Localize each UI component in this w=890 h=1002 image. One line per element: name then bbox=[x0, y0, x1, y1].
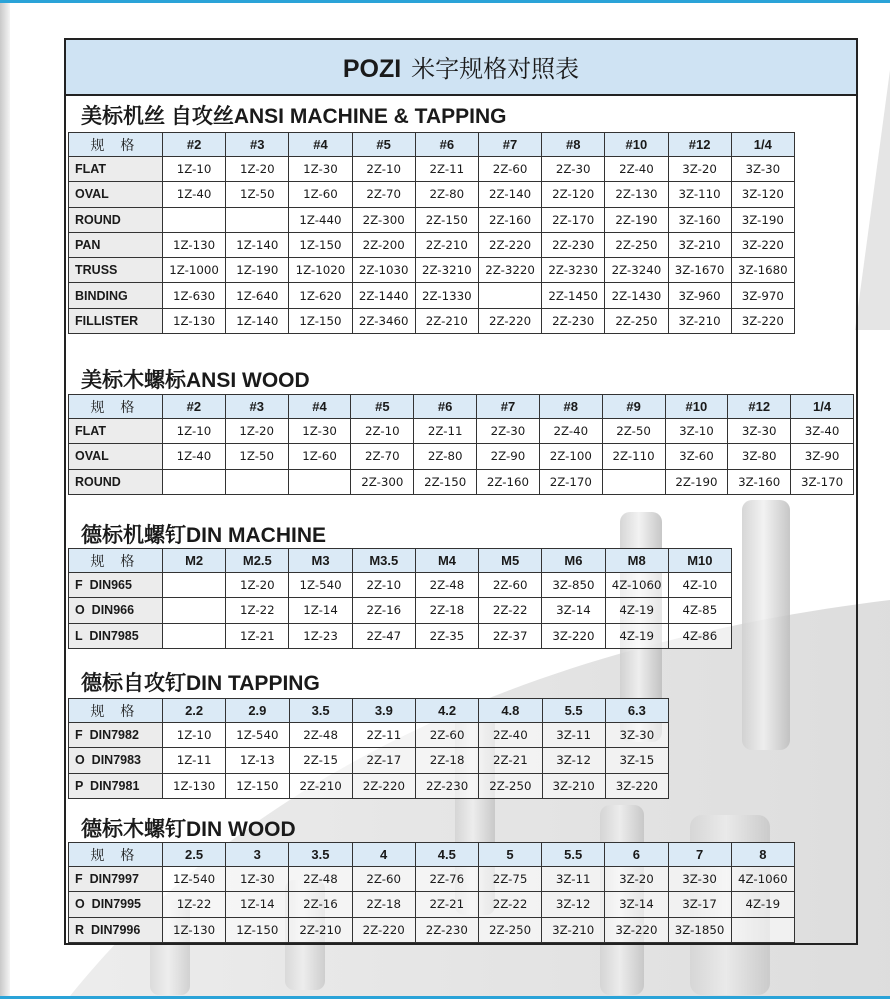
table-cell: 3Z-30 bbox=[605, 723, 668, 748]
column-header: 5.5 bbox=[542, 699, 605, 723]
column-header: #8 bbox=[542, 133, 605, 157]
table-cell: 1Z-50 bbox=[226, 182, 289, 207]
table-cell bbox=[225, 469, 288, 494]
table-cell bbox=[288, 469, 351, 494]
column-header: #3 bbox=[225, 395, 288, 419]
table-cell: 3Z-14 bbox=[542, 598, 605, 623]
column-header: M5 bbox=[479, 549, 542, 573]
table-cell: 3Z-14 bbox=[605, 892, 668, 917]
table-cell: 2Z-10 bbox=[351, 419, 414, 444]
table-cell: 2Z-3240 bbox=[605, 258, 668, 283]
table-din-tapping bbox=[68, 698, 669, 799]
table-cell: 3Z-12 bbox=[542, 748, 605, 773]
table-cell: 2Z-230 bbox=[415, 917, 478, 942]
table-cell: 2Z-17 bbox=[352, 748, 415, 773]
table-cell: 1Z-40 bbox=[163, 444, 226, 469]
section-heading-ansi-machine: 美标机丝 自攻丝ANSI MACHINE & TAPPING bbox=[81, 105, 507, 128]
table-row bbox=[69, 419, 854, 444]
table-cell: 4Z-19 bbox=[605, 598, 668, 623]
column-header: 1/4 bbox=[731, 133, 794, 157]
table-cell: 2Z-76 bbox=[415, 867, 478, 892]
table-cell: 2Z-150 bbox=[414, 469, 477, 494]
table-cell: 1Z-640 bbox=[226, 283, 289, 308]
header-row bbox=[69, 549, 732, 573]
table-cell: 3Z-220 bbox=[731, 308, 794, 333]
column-header: #9 bbox=[602, 395, 665, 419]
table-cell bbox=[478, 283, 541, 308]
row-label: PAN bbox=[69, 232, 163, 257]
table-cell: 1Z-620 bbox=[289, 283, 352, 308]
table-row bbox=[69, 258, 795, 283]
column-header: #5 bbox=[352, 133, 415, 157]
row-label: O DIN7995 bbox=[69, 892, 163, 917]
section-heading-din-tapping: 德标自攻钉DIN TAPPING bbox=[81, 672, 320, 695]
table-row bbox=[69, 773, 669, 798]
column-header: 4.2 bbox=[416, 699, 479, 723]
table-ansi-wood bbox=[68, 394, 854, 495]
table-cell: 3Z-160 bbox=[728, 469, 791, 494]
table-cell: 3Z-970 bbox=[731, 283, 794, 308]
table-cell: 1Z-440 bbox=[289, 207, 352, 232]
table-cell bbox=[602, 469, 665, 494]
table-cell: 2Z-60 bbox=[416, 723, 479, 748]
title-english: POZI bbox=[342, 55, 402, 83]
table-cell: 2Z-220 bbox=[478, 232, 541, 257]
column-header: 5 bbox=[478, 843, 541, 867]
column-header: 1/4 bbox=[791, 395, 854, 419]
table-row bbox=[69, 157, 795, 182]
table-cell: 2Z-35 bbox=[415, 623, 478, 648]
table-cell bbox=[163, 623, 226, 648]
table-cell: 1Z-30 bbox=[289, 157, 352, 182]
table-cell: 1Z-14 bbox=[289, 598, 352, 623]
table-cell: 3Z-10 bbox=[665, 419, 728, 444]
table-cell: 1Z-190 bbox=[226, 258, 289, 283]
table-cell: 3Z-220 bbox=[731, 232, 794, 257]
table-cell: 2Z-40 bbox=[605, 157, 668, 182]
title-band bbox=[66, 40, 856, 96]
table-cell: 2Z-3210 bbox=[415, 258, 478, 283]
table-cell: 2Z-10 bbox=[352, 157, 415, 182]
table-cell: 2Z-21 bbox=[415, 892, 478, 917]
table-cell: 3Z-30 bbox=[731, 157, 794, 182]
table-row bbox=[69, 748, 669, 773]
table-cell: 2Z-140 bbox=[478, 182, 541, 207]
row-label: L DIN7985 bbox=[69, 623, 163, 648]
table-cell: 1Z-20 bbox=[226, 573, 289, 598]
table-cell: 1Z-540 bbox=[289, 573, 352, 598]
table-cell: 3Z-850 bbox=[542, 573, 605, 598]
table-cell: 4Z-1060 bbox=[605, 573, 668, 598]
table-cell: 1Z-130 bbox=[163, 308, 226, 333]
header-row bbox=[69, 133, 795, 157]
table-cell bbox=[163, 598, 226, 623]
table-cell: 2Z-300 bbox=[352, 207, 415, 232]
table-ansi-machine bbox=[68, 132, 795, 334]
table-row bbox=[69, 207, 795, 232]
row-label: P DIN7981 bbox=[69, 773, 163, 798]
table-cell: 1Z-40 bbox=[163, 182, 226, 207]
table-cell: 2Z-160 bbox=[477, 469, 540, 494]
table-cell: 2Z-90 bbox=[477, 444, 540, 469]
column-header: 2.9 bbox=[226, 699, 289, 723]
table-cell: 3Z-80 bbox=[728, 444, 791, 469]
table-cell: 3Z-20 bbox=[605, 867, 668, 892]
column-header: #7 bbox=[477, 395, 540, 419]
table-cell: 2Z-60 bbox=[352, 867, 415, 892]
table-row bbox=[69, 917, 795, 942]
table-cell: 2Z-1330 bbox=[415, 283, 478, 308]
table-cell: 2Z-3220 bbox=[478, 258, 541, 283]
column-header: M2 bbox=[163, 549, 226, 573]
row-label: OVAL bbox=[69, 182, 163, 207]
row-label: TRUSS bbox=[69, 258, 163, 283]
spec-panel bbox=[64, 38, 858, 945]
column-header: 8 bbox=[731, 843, 794, 867]
table-cell: 2Z-80 bbox=[414, 444, 477, 469]
table-cell: 2Z-250 bbox=[478, 917, 541, 942]
table-cell: 2Z-230 bbox=[542, 308, 605, 333]
table-cell: 2Z-75 bbox=[478, 867, 541, 892]
column-header: M3.5 bbox=[352, 549, 415, 573]
table-cell: 2Z-190 bbox=[665, 469, 728, 494]
table-row bbox=[69, 598, 732, 623]
table-cell: 3Z-11 bbox=[542, 723, 605, 748]
row-label: F DIN7997 bbox=[69, 867, 163, 892]
table-cell: 2Z-170 bbox=[539, 469, 602, 494]
table-cell: 2Z-11 bbox=[414, 419, 477, 444]
table-cell: 1Z-22 bbox=[163, 892, 226, 917]
table-cell: 4Z-86 bbox=[668, 623, 731, 648]
table-cell: 3Z-210 bbox=[668, 232, 731, 257]
table-row bbox=[69, 283, 795, 308]
header-row bbox=[69, 395, 854, 419]
table-cell: 3Z-960 bbox=[668, 283, 731, 308]
corner-header: 规 格 bbox=[69, 395, 163, 419]
column-header: #10 bbox=[665, 395, 728, 419]
table-cell: 2Z-22 bbox=[478, 892, 541, 917]
table-cell: 2Z-120 bbox=[542, 182, 605, 207]
table-cell bbox=[731, 917, 794, 942]
corner-header: 规 格 bbox=[69, 133, 163, 157]
table-cell: 1Z-630 bbox=[163, 283, 226, 308]
table-cell: 2Z-11 bbox=[415, 157, 478, 182]
bottom-accent-line bbox=[0, 996, 890, 999]
table-cell: 2Z-210 bbox=[415, 232, 478, 257]
table-cell: 2Z-100 bbox=[539, 444, 602, 469]
table-cell: 3Z-90 bbox=[791, 444, 854, 469]
column-header: M4 bbox=[415, 549, 478, 573]
column-header: 2.5 bbox=[163, 843, 226, 867]
table-cell: 1Z-1020 bbox=[289, 258, 352, 283]
table-cell: 1Z-130 bbox=[163, 773, 226, 798]
column-header: #12 bbox=[668, 133, 731, 157]
table-cell: 2Z-220 bbox=[352, 917, 415, 942]
column-header: M8 bbox=[605, 549, 668, 573]
table-cell: 2Z-70 bbox=[351, 444, 414, 469]
table-cell: 3Z-190 bbox=[731, 207, 794, 232]
table-row bbox=[69, 182, 795, 207]
table-row bbox=[69, 892, 795, 917]
column-header: #2 bbox=[163, 133, 226, 157]
table-cell: 2Z-200 bbox=[352, 232, 415, 257]
column-header: 4.8 bbox=[479, 699, 542, 723]
table-cell: 2Z-80 bbox=[415, 182, 478, 207]
table-cell: 3Z-17 bbox=[668, 892, 731, 917]
table-cell: 2Z-250 bbox=[605, 308, 668, 333]
table-cell: 3Z-220 bbox=[605, 917, 668, 942]
table-cell: 2Z-1030 bbox=[352, 258, 415, 283]
table-cell: 2Z-40 bbox=[539, 419, 602, 444]
table-cell: 3Z-210 bbox=[542, 773, 605, 798]
table-cell: 1Z-60 bbox=[288, 444, 351, 469]
table-cell: 2Z-50 bbox=[602, 419, 665, 444]
table-cell: 2Z-40 bbox=[479, 723, 542, 748]
table-cell: 2Z-130 bbox=[605, 182, 668, 207]
table-cell: 3Z-30 bbox=[668, 867, 731, 892]
table-cell bbox=[163, 207, 226, 232]
table-cell: 2Z-150 bbox=[415, 207, 478, 232]
table-cell: 2Z-18 bbox=[352, 892, 415, 917]
table-cell: 4Z-19 bbox=[731, 892, 794, 917]
table-cell: 2Z-21 bbox=[479, 748, 542, 773]
table-cell: 2Z-18 bbox=[416, 748, 479, 773]
column-header: 2.2 bbox=[163, 699, 226, 723]
table-cell: 1Z-140 bbox=[226, 232, 289, 257]
table-cell: 3Z-210 bbox=[542, 917, 605, 942]
table-cell: 3Z-40 bbox=[791, 419, 854, 444]
table-cell: 1Z-150 bbox=[289, 308, 352, 333]
column-header: 6.3 bbox=[605, 699, 668, 723]
column-header: 3.9 bbox=[352, 699, 415, 723]
row-label: FLAT bbox=[69, 157, 163, 182]
column-header: #4 bbox=[288, 395, 351, 419]
table-cell: 1Z-150 bbox=[289, 232, 352, 257]
table-cell: 2Z-250 bbox=[479, 773, 542, 798]
table-cell: 2Z-300 bbox=[351, 469, 414, 494]
table-cell: 1Z-150 bbox=[226, 773, 289, 798]
table-cell: 3Z-60 bbox=[665, 444, 728, 469]
header-row bbox=[69, 699, 669, 723]
corner-header: 规 格 bbox=[69, 549, 163, 573]
column-header: 3.5 bbox=[289, 699, 352, 723]
row-label: BINDING bbox=[69, 283, 163, 308]
table-cell: 3Z-15 bbox=[605, 748, 668, 773]
table-cell: 1Z-20 bbox=[225, 419, 288, 444]
table-row bbox=[69, 444, 854, 469]
table-cell: 2Z-210 bbox=[289, 773, 352, 798]
table-cell: 1Z-13 bbox=[226, 748, 289, 773]
table-row bbox=[69, 573, 732, 598]
column-header: #5 bbox=[351, 395, 414, 419]
table-cell: 3Z-1680 bbox=[731, 258, 794, 283]
row-label: O DIN7983 bbox=[69, 748, 163, 773]
column-header: #3 bbox=[226, 133, 289, 157]
column-header: #10 bbox=[605, 133, 668, 157]
column-header: #6 bbox=[414, 395, 477, 419]
table-cell: 2Z-30 bbox=[477, 419, 540, 444]
table-cell: 2Z-18 bbox=[415, 598, 478, 623]
table-row bbox=[69, 308, 795, 333]
table-cell: 2Z-250 bbox=[605, 232, 668, 257]
column-header: 6 bbox=[605, 843, 668, 867]
table-cell: 2Z-190 bbox=[605, 207, 668, 232]
table-cell bbox=[163, 573, 226, 598]
table-din-wood bbox=[68, 842, 795, 943]
table-cell bbox=[163, 469, 226, 494]
table-cell: 2Z-1440 bbox=[352, 283, 415, 308]
table-cell: 1Z-10 bbox=[163, 157, 226, 182]
corner-header: 规 格 bbox=[69, 699, 163, 723]
table-cell: 2Z-10 bbox=[352, 573, 415, 598]
table-cell: 1Z-60 bbox=[289, 182, 352, 207]
table-cell: 2Z-110 bbox=[602, 444, 665, 469]
column-header: 5.5 bbox=[542, 843, 605, 867]
row-label: O DIN966 bbox=[69, 598, 163, 623]
table-cell: 2Z-220 bbox=[352, 773, 415, 798]
column-header: 4 bbox=[352, 843, 415, 867]
table-cell: 2Z-1450 bbox=[542, 283, 605, 308]
corner-header: 规 格 bbox=[69, 843, 163, 867]
table-cell: 2Z-15 bbox=[289, 748, 352, 773]
table-cell: 2Z-48 bbox=[289, 867, 352, 892]
table-cell: 2Z-170 bbox=[542, 207, 605, 232]
column-header: #4 bbox=[289, 133, 352, 157]
table-cell: 2Z-16 bbox=[289, 892, 352, 917]
column-header: M2.5 bbox=[226, 549, 289, 573]
section-heading-ansi-wood: 美标木螺标ANSI WOOD bbox=[81, 369, 310, 392]
table-cell: 3Z-120 bbox=[731, 182, 794, 207]
table-cell: 2Z-230 bbox=[542, 232, 605, 257]
row-label: FLAT bbox=[69, 419, 163, 444]
column-header: M3 bbox=[289, 549, 352, 573]
table-cell: 2Z-30 bbox=[542, 157, 605, 182]
table-cell: 2Z-1430 bbox=[605, 283, 668, 308]
header-row bbox=[69, 843, 795, 867]
column-header: 3 bbox=[226, 843, 289, 867]
table-cell: 1Z-23 bbox=[289, 623, 352, 648]
table-din-machine bbox=[68, 548, 732, 649]
table-cell: 2Z-60 bbox=[478, 157, 541, 182]
table-cell: 1Z-30 bbox=[288, 419, 351, 444]
table-cell: 2Z-11 bbox=[352, 723, 415, 748]
column-header: 3.5 bbox=[289, 843, 352, 867]
table-cell: 3Z-30 bbox=[728, 419, 791, 444]
row-label: F DIN965 bbox=[69, 573, 163, 598]
table-cell: 2Z-3230 bbox=[542, 258, 605, 283]
table-cell: 3Z-110 bbox=[668, 182, 731, 207]
table-cell: 1Z-30 bbox=[226, 867, 289, 892]
table-cell: 4Z-1060 bbox=[731, 867, 794, 892]
section-heading-din-wood: 德标木螺钉DIN WOOD bbox=[81, 818, 296, 841]
table-cell: 3Z-210 bbox=[668, 308, 731, 333]
table-cell: 4Z-10 bbox=[668, 573, 731, 598]
table-cell: 1Z-1000 bbox=[163, 258, 226, 283]
column-header: 7 bbox=[668, 843, 731, 867]
table-cell: 3Z-20 bbox=[668, 157, 731, 182]
row-label: ROUND bbox=[69, 469, 163, 494]
table-cell: 3Z-11 bbox=[542, 867, 605, 892]
column-header: #6 bbox=[415, 133, 478, 157]
table-row bbox=[69, 867, 795, 892]
table-cell: 1Z-20 bbox=[226, 157, 289, 182]
table-cell: 4Z-19 bbox=[605, 623, 668, 648]
table-cell bbox=[226, 207, 289, 232]
table-cell: 2Z-48 bbox=[289, 723, 352, 748]
table-cell: 1Z-140 bbox=[226, 308, 289, 333]
row-label: ROUND bbox=[69, 207, 163, 232]
table-cell: 1Z-150 bbox=[226, 917, 289, 942]
table-cell: 4Z-85 bbox=[668, 598, 731, 623]
row-label: FILLISTER bbox=[69, 308, 163, 333]
column-header: M10 bbox=[668, 549, 731, 573]
table-cell: 1Z-21 bbox=[226, 623, 289, 648]
table-cell: 1Z-540 bbox=[163, 867, 226, 892]
table-cell: 1Z-11 bbox=[163, 748, 226, 773]
table-cell: 2Z-37 bbox=[479, 623, 542, 648]
column-header: M6 bbox=[542, 549, 605, 573]
table-cell: 3Z-1850 bbox=[668, 917, 731, 942]
table-cell: 2Z-47 bbox=[352, 623, 415, 648]
table-cell: 3Z-160 bbox=[668, 207, 731, 232]
table-cell: 2Z-22 bbox=[479, 598, 542, 623]
table-cell: 2Z-3460 bbox=[352, 308, 415, 333]
table-cell: 2Z-230 bbox=[416, 773, 479, 798]
column-header: #12 bbox=[728, 395, 791, 419]
table-row bbox=[69, 469, 854, 494]
table-cell: 2Z-220 bbox=[478, 308, 541, 333]
column-header: #2 bbox=[163, 395, 226, 419]
table-cell: 2Z-16 bbox=[352, 598, 415, 623]
table-cell: 3Z-1670 bbox=[668, 258, 731, 283]
row-label: F DIN7982 bbox=[69, 723, 163, 748]
row-label: OVAL bbox=[69, 444, 163, 469]
table-row bbox=[69, 232, 795, 257]
table-cell: 2Z-160 bbox=[478, 207, 541, 232]
table-cell: 1Z-130 bbox=[163, 232, 226, 257]
row-label: R DIN7996 bbox=[69, 917, 163, 942]
table-cell: 2Z-70 bbox=[352, 182, 415, 207]
title-chinese: 米字规格对照表 bbox=[411, 56, 580, 83]
table-cell: 2Z-210 bbox=[415, 308, 478, 333]
table-cell: 1Z-50 bbox=[225, 444, 288, 469]
column-header: #7 bbox=[478, 133, 541, 157]
table-cell: 2Z-210 bbox=[289, 917, 352, 942]
section-heading-din-machine: 德标机螺钉DIN MACHINE bbox=[81, 524, 326, 547]
table-cell: 1Z-22 bbox=[226, 598, 289, 623]
table-cell: 3Z-220 bbox=[542, 623, 605, 648]
table-row bbox=[69, 623, 732, 648]
column-header: #8 bbox=[539, 395, 602, 419]
table-cell: 1Z-540 bbox=[226, 723, 289, 748]
table-row bbox=[69, 723, 669, 748]
table-cell: 1Z-10 bbox=[163, 419, 226, 444]
table-cell: 1Z-130 bbox=[163, 917, 226, 942]
table-cell: 3Z-170 bbox=[791, 469, 854, 494]
column-header: 4.5 bbox=[415, 843, 478, 867]
table-cell: 1Z-10 bbox=[163, 723, 226, 748]
table-cell: 2Z-48 bbox=[415, 573, 478, 598]
table-cell: 3Z-12 bbox=[542, 892, 605, 917]
table-cell: 1Z-14 bbox=[226, 892, 289, 917]
table-cell: 2Z-60 bbox=[479, 573, 542, 598]
table-cell: 3Z-220 bbox=[605, 773, 668, 798]
